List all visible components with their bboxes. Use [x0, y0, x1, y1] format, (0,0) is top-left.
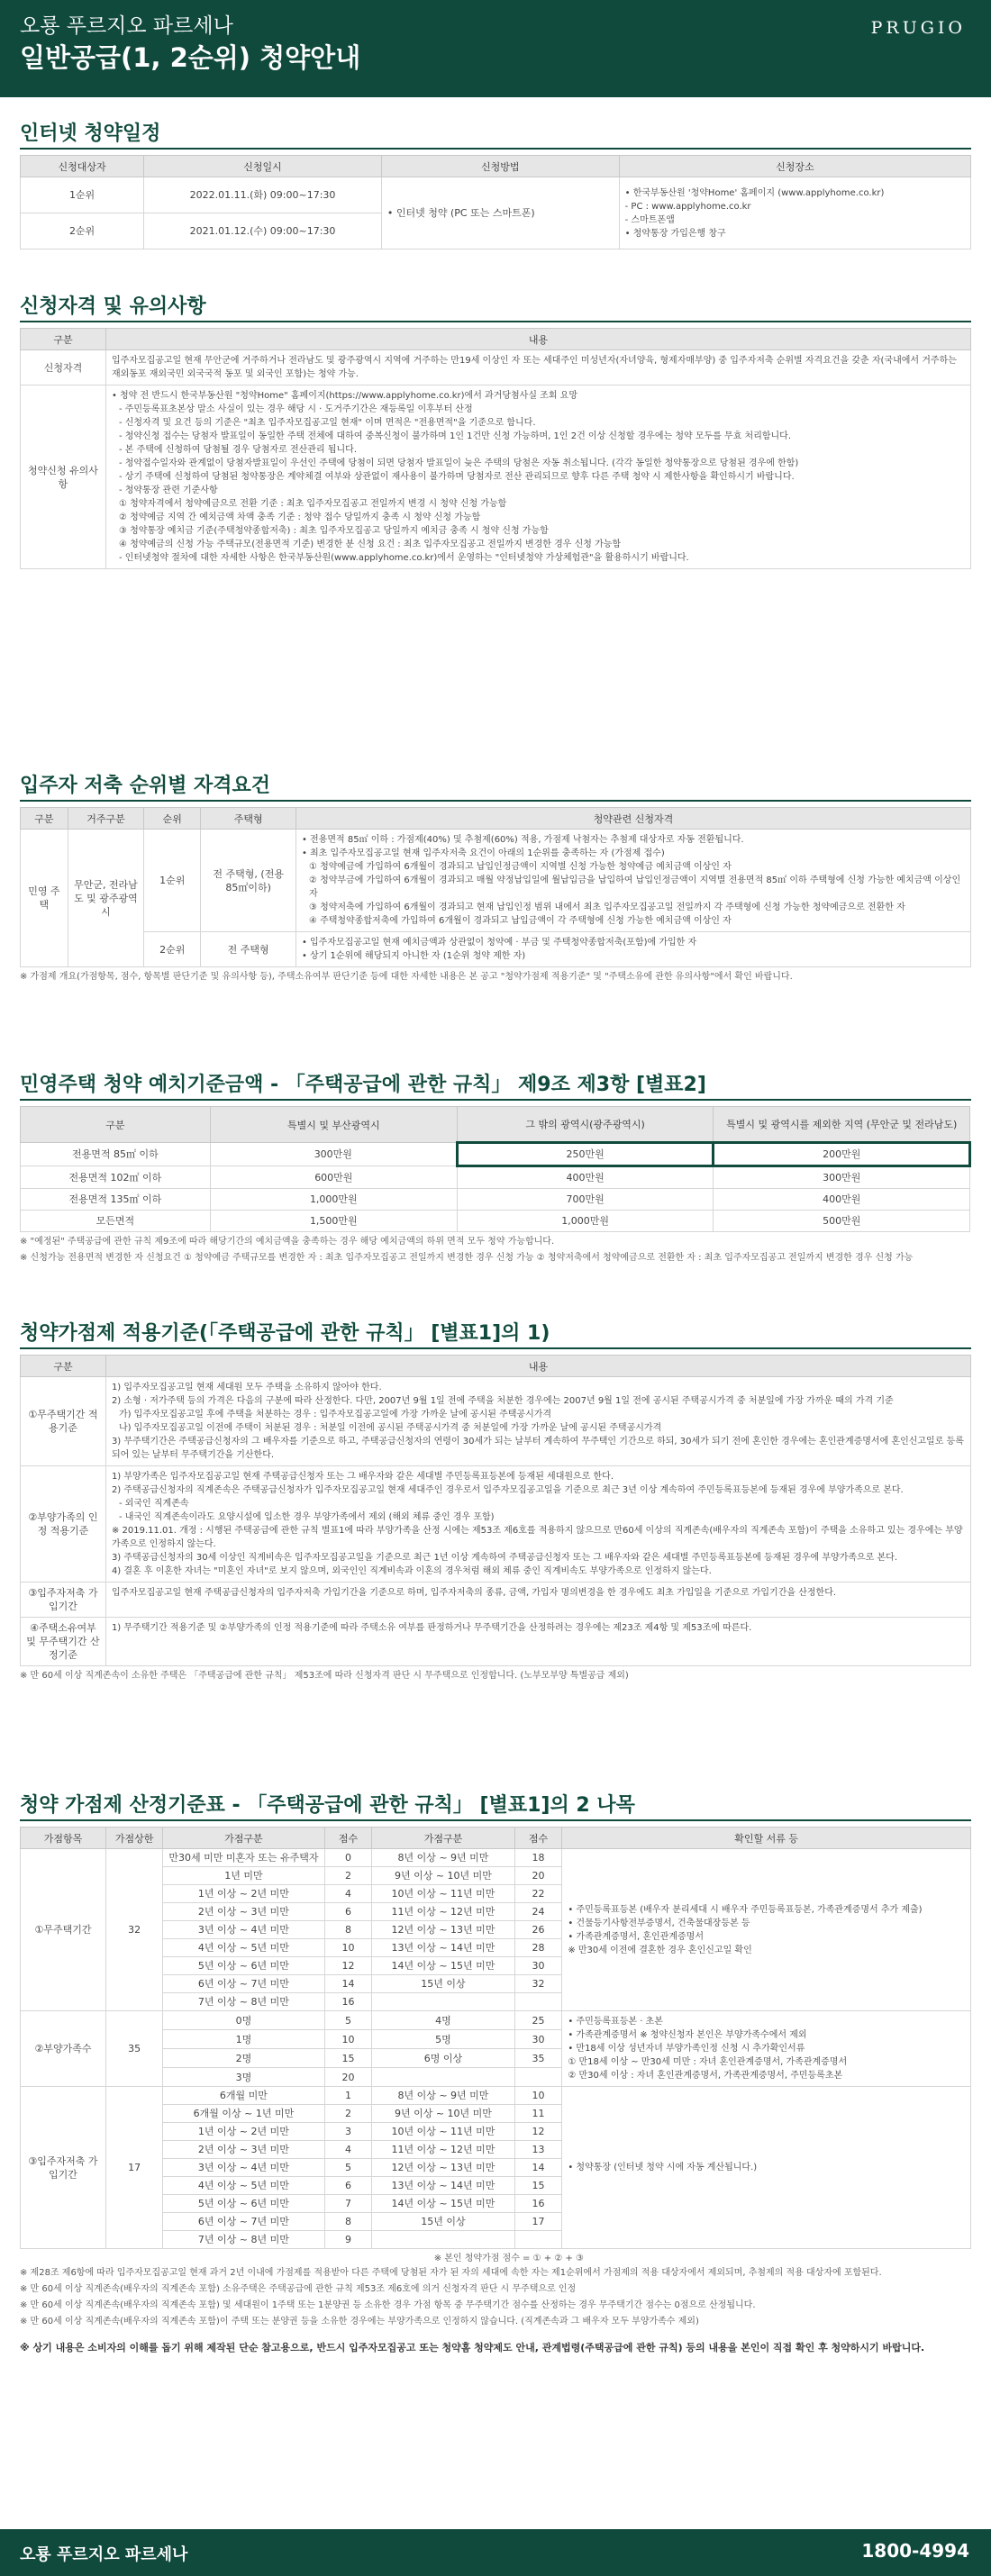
score-cell: 0: [324, 1849, 372, 1867]
schedule-table: [20, 155, 971, 249]
range-cell: 12년 이상 ~ 13년 미만: [372, 1921, 514, 1939]
score-cell: 2: [324, 2105, 372, 2123]
notice-line: - 본 주택에 신청하여 당첨될 경우 당첨자로 전산관리 됩니다.: [118, 445, 357, 455]
range-cell: 6명 이상: [372, 2049, 514, 2068]
score-cell: 12: [324, 1957, 372, 1975]
th-type: 주택형: [201, 808, 296, 830]
score-cell: 4: [324, 2141, 372, 2159]
th-rank: 순위: [144, 808, 201, 830]
range-cell: 2년 이상 ~ 3년 미만: [163, 1903, 324, 1921]
area-cell: 모든면적: [21, 1211, 211, 1232]
schedule-section: [0, 119, 991, 270]
range-cell: 15년 이상: [372, 2213, 514, 2231]
phone-number[interactable]: 1800-4994: [861, 2540, 969, 2562]
notice-line: - 청약통장 관련 기준사항: [118, 485, 218, 495]
range-cell: 1년 미만: [163, 1867, 324, 1885]
score-cell: 16: [514, 2195, 562, 2213]
criteria-line: 4) 결혼 후 이혼한 자녀는 "미혼인 자녀"로 보지 않으며, 외국인인 직계비속과 이혼의 경우처럼 해외 체류 중인 직계비속도 부양가족으로 인정하지 않는다.: [111, 1566, 712, 1576]
score-cell: 7: [324, 2195, 372, 2213]
score-cell: 4: [324, 1885, 372, 1903]
notice-line: - 청약접수일자와 관계없이 당첨자발표일이 우선인 주택에 당첨이 되면 당첨자 발표일이 늦은 주택의 당첨은 자동 취소됩니다. (각각 동일한 청약통장으로 당첨된 경우에 한함): [118, 458, 799, 468]
point-table: [20, 1827, 971, 2249]
criteria-line: - 외국인 직계존속: [118, 1499, 189, 1509]
footer-complex-name: 오룡 푸르지오 파르세나: [20, 2545, 188, 2564]
range-cell: 14년 이상 ~ 15년 미만: [372, 1957, 514, 1975]
point-note: ※ 만 60세 이상 직계존속(배우자의 직계존속 포함) 소유주택은 주택공급에 관한 규칙 제53조 제6호에 의거 신청자격 판단 시 무주택으로 인정: [20, 2284, 577, 2294]
range-cell: 2년 이상 ~ 3년 미만: [163, 2141, 324, 2159]
range-cell: 8년 이상 ~ 9년 미만: [372, 2087, 514, 2105]
req-line: • 상기 1순위에 해당되지 아니한 자 (1순위 청약 제한 자): [301, 951, 526, 961]
score-cell: 28: [514, 1939, 562, 1957]
th-residence: 거주구분: [68, 808, 143, 830]
req-line: ② 청약부금에 가입하여 6개월이 경과되고 매월 약정납입일에 월납입금을 납입하여 납입인정금액이 지역별 전용면적 85㎡ 이하 주택형에 신청 가능한 예치금액 이상인 자: [308, 875, 961, 899]
criteria-line: 2) 소형 · 저가주택 등의 가격은 다음의 구분에 따라 산정한다. 다만, 2007년 9월 1일 전에 주택을 처분한 경우에는 2007년 9월 1일 전에 공시된 주택공시가격 중 처분일에 가장 가까운 때의 가격 기준: [111, 1396, 894, 1406]
deposit-title: 민영주택 청약 예치기준금액 - 「주택공급에 관한 규칙」 제9조 제3항 [별표2]: [20, 1070, 971, 1101]
score-cell: 5: [324, 2011, 372, 2030]
range-cell: 만30세 미만 미혼자 또는 유주택자: [163, 1849, 324, 1867]
th-datetime: 신청일시: [144, 156, 382, 177]
amount-cell: 700만원: [457, 1189, 714, 1211]
savings-note: ※ 가점제 개요(가점항목, 점수, 항목별 판단기준 및 유의사항 등), 주택소유여부 판단기준 등에 대한 자세한 내용은 본 공고 "청약가점제 적용기준" 및 "주택소유에 관한 유의사항"에서 확인 바랍니다.: [20, 972, 793, 982]
document-line: • 주민등록표등본 · 초본: [568, 2017, 663, 2027]
point-note: ※ 만 60세 이상 직계존속(배우자의 직계존속 포함)이 주택 또는 분양권 등을 소유한 경우에는 부양가족으로 인정하지 않습니다. (직계존속과 그 배우자 모두 부양가족수 제외): [20, 2317, 699, 2327]
criteria-label: ④주택소유여부 및 무주택기간 산정기준: [21, 1618, 106, 1666]
criteria-line: 1) 입주자모집공고일 현재 세대원 모두 주택을 소유하지 않아야 한다.: [111, 1383, 382, 1392]
type-cell: 전 주택형, (전용 85㎡이하): [201, 830, 296, 932]
range-cell: 12년 이상 ~ 13년 미만: [372, 2159, 514, 2177]
datetime-cell: 2021.01.12.(수) 09:00~17:30: [144, 213, 382, 249]
th-score: 점수: [514, 1828, 562, 1849]
criteria-label: ③입주자저축 가입기간: [21, 1583, 106, 1618]
th-range: 가점구분: [163, 1828, 324, 1849]
item-label: ①무주택기간: [21, 1849, 106, 2011]
amount-cell: 400만원: [457, 1166, 714, 1189]
range-cell: 9년 이상 ~ 10년 미만: [372, 1867, 514, 1885]
rank-cell: 2순위: [144, 932, 201, 967]
row-label: 신청자격: [21, 350, 106, 385]
place-line: • 청약통장 가입은행 창구: [624, 228, 726, 239]
notice-line: • 청약 전 반드시 한국부동산원 "청약Home" 홈페이지(https://www.applyhome.co.kr)에서 과거당첨사실 조회 요망: [111, 391, 577, 401]
amount-cell: 600만원: [210, 1166, 457, 1189]
score-cell: 30: [514, 1957, 562, 1975]
max-score: 32: [105, 1849, 162, 2011]
range-cell: 0명: [163, 2011, 324, 2030]
score-cell: 14: [324, 1975, 372, 1993]
score-cell: 16: [324, 1993, 372, 2011]
score-cell: 5: [324, 2159, 372, 2177]
amount-cell: 300만원: [714, 1166, 970, 1189]
criteria-line: 1) 부양가족은 입주자모집공고일 현재 주택공급신청자 또는 그 배우자와 같은 세대별 주민등록표등본에 등재된 세대원으로 한다.: [111, 1472, 614, 1482]
score-cell: 15: [324, 2049, 372, 2068]
score-cell: 2: [324, 1867, 372, 1885]
amount-cell-highlight: 200만원: [714, 1143, 970, 1166]
range-cell: 5명: [372, 2030, 514, 2049]
range-cell: 15년 이상: [372, 1975, 514, 1993]
score-cell: 14: [514, 2159, 562, 2177]
range-cell: 6년 이상 ~ 7년 미만: [163, 2213, 324, 2231]
deposit-note: ※ "예정된" 주택공급에 관한 규칙 제9조에 따라 해당기간의 예치금액을 충족하는 경우 해당 예치금액의 하위 면적 모두 청약 가능합니다.: [20, 1237, 555, 1247]
amount-cell: 1,000만원: [210, 1189, 457, 1211]
deposit-note: ※ 신청가능 전용면적 변경한 자 신청요건 ① 청약예금 주택규모를 변경한 자 : 최초 입주자모집공고 전일까지 변경한 경우 신청 가능 ② 청약저축에서 청약예금으로 전환한 자 : 최초 입주자모집공고 전일까지 변경한 경우 신청 가능: [20, 1253, 914, 1263]
score-cell: 9: [324, 2231, 372, 2249]
area-cell: 전용면적 102㎡ 이하: [21, 1166, 211, 1189]
amount-cell: 1,000만원: [457, 1211, 714, 1232]
score-cell: [514, 2068, 562, 2087]
th-applicant: 신청대상자: [21, 156, 144, 177]
score-cell: 24: [514, 1903, 562, 1921]
document-line: ※ 만30세 이전에 결혼한 경우 혼인신고일 확인: [568, 1945, 752, 1955]
point-table-section: [0, 1791, 991, 2332]
criteria-line: 가) 입주자모집공고일 후에 주택을 처분하는 경우 : 입주자모집공고일에 가장 가까운 날에 공시된 주택공시가격: [118, 1410, 552, 1420]
score-cell: 17: [514, 2213, 562, 2231]
score-cell: 22: [514, 1885, 562, 1903]
range-cell: 5년 이상 ~ 6년 미만: [163, 2195, 324, 2213]
total-formula: ※ 본인 청약가점 점수 = ① + ② + ③: [433, 2254, 584, 2263]
req-line: ④ 주택청약종합저축에 가입하여 6개월이 경과되고 납입금액이 각 주택형에 신청 가능한 예치금액 이상인 자: [308, 916, 732, 926]
th-requirements: 청약관련 신청자격: [295, 808, 970, 830]
notice-line: ④ 청약예금의 신청 가능 주택규모(전용면적 기준) 변경한 분 신청 요건 : 최초 입주자모집공고 전일까지 변경한 경우 신청 가능함: [118, 540, 622, 549]
place-line: - PC : www.applyhome.co.kr: [624, 201, 751, 212]
score-cell: [514, 2231, 562, 2249]
document-line: • 만18세 이상 성년자녀 부양가족인정 신청 시 추가확인서류: [568, 2044, 805, 2054]
requirements-list: [295, 830, 970, 932]
documents-cell: [562, 2011, 971, 2087]
page-title: 일반공급(1, 2순위) 청약안내: [20, 42, 361, 73]
amount-cell: 300만원: [210, 1143, 457, 1166]
criteria-text: [105, 1618, 970, 1666]
requirements-list: [295, 932, 970, 967]
range-cell: 11년 이상 ~ 12년 미만: [372, 1903, 514, 1921]
th-documents: 확인할 서류 등: [562, 1828, 971, 1849]
th-content: 내용: [105, 329, 970, 350]
score-cell: 8: [324, 2213, 372, 2231]
notice-line: - 상기 주택에 신청하여 당첨된 청약통장은 계약체결 여부와 상관없이 재사용이 불가하며 당첨자로 전산 관리되므로 향후 다른 주택 청약 시 제한사항을 확인하시기 바랍니다.: [118, 472, 795, 482]
score-cell: 6: [324, 2177, 372, 2195]
qualification-section: [0, 292, 991, 749]
score-cell: 26: [514, 1921, 562, 1939]
point-criteria-table: [20, 1355, 971, 1666]
score-cell: 10: [324, 1939, 372, 1957]
area-cell: 전용면적 135㎡ 이하: [21, 1189, 211, 1211]
notice-list: [105, 385, 970, 569]
score-cell: 1: [324, 2087, 372, 2105]
range-cell: 3년 이상 ~ 4년 미만: [163, 1921, 324, 1939]
criteria-line: 3) 무주택기간은 주택공급신청자의 그 배우자를 기준으로 하고, 주택공급신청자의 연령이 30세가 되는 날부터 계속하여 무주택인 기간으로 하되, 30세가 되기 전에 혼인한 경우에는 혼인관계증명서에 혼인신고일로 등록되어 있는 날부터 무주택기간을 기산한다.: [111, 1437, 964, 1460]
range-cell: [372, 1993, 514, 2011]
document-line: • 가족관계증명서, 혼인관계증명서: [568, 1931, 705, 1942]
notice-line: - 주민등록표초본상 말소 사실이 있는 경우 해당 시 · 도거주기간은 재등록일 이후부터 산정: [118, 404, 473, 414]
place-line: - 스마트폰앱: [624, 214, 675, 225]
rank-cell: 1순위: [21, 177, 144, 213]
range-cell: 5년 이상 ~ 6년 미만: [163, 1957, 324, 1975]
th-method: 신청방법: [381, 156, 619, 177]
range-cell: 9년 이상 ~ 10년 미만: [372, 2105, 514, 2123]
criteria-line: ※ 2019.11.01. 개정 : 시행된 주택공급에 관한 규칙 별표1에 따라 부양가족을 산정 시에는 제53조 제6호를 적용하지 않으므로 만60세 이상의 직계존속(배우자의 직계존속 포함)이 주택을 소유하고 있는 경우에는 부양가족으로 인정하지 않는다.: [111, 1526, 963, 1549]
th-category: 구분: [21, 1356, 106, 1377]
score-cell: [514, 1993, 562, 2011]
criteria-line: - 내국인 직계존속이라도 요양시설에 입소한 경우 부양가족에서 제외 (해외 체류 중인 경우 포함): [118, 1512, 495, 1522]
point-row: [21, 2011, 971, 2030]
rank-cell: 1순위: [144, 830, 201, 932]
max-score: 17: [105, 2087, 162, 2249]
range-cell: 10년 이상 ~ 11년 미만: [372, 2123, 514, 2141]
rank-cell: 2순위: [21, 213, 144, 249]
th-other: 특별시 및 광역시를 제외한 지역 (무안군 및 전라남도): [714, 1107, 970, 1143]
notice-line: - 신청자격 및 요건 등의 기준은 "최초 입주자모집공고일 현재" 이며 면적은 "전용면적"을 기준으로 함니다.: [118, 418, 536, 428]
score-cell: 35: [514, 2049, 562, 2068]
th-metro: 그 밖의 광역시(광주광역시): [457, 1107, 714, 1143]
point-note: ※ 만 60세 이상 직계존속(배우자의 직계존속 포함) 및 세대원이 1주택 또는 1분양권 등 소유한 경우 가점 항목 중 무주택기간 점수를 산정하는 경우 무주택기간 점수는 0점으로 산정됩니다.: [20, 2300, 756, 2310]
req-line: • 최초 입주자모집공고일 현재 입주자저축 요건이 아래의 1순위를 충족하는 자 (가점제 접수): [301, 848, 665, 858]
score-cell: 15: [514, 2177, 562, 2195]
score-cell: 20: [514, 1867, 562, 1885]
criteria-line: 나) 입주자모집공고일 이전에 주택이 처분된 경우 : 처분일 이전에 공시된 주택공시가격 중 처분일에 가장 가까운 날에 공시된 주택공시가격: [118, 1423, 662, 1433]
req-line: ③ 청약저축에 가입하여 6개월이 경과되고 현재 납입인정 범위 내에서 최초 입주자모집공고일 전일까지 각 주택형에 신청 가능한 청약예금으로 전환한 자: [308, 903, 905, 912]
qualification-text: 입주자모집공고일 현재 무안군에 거주하거나 전라남도 및 광주광역시 지역에 거주하는 만19세 이상인 자 또는 세대주인 미성년자(자녀양육, 형제자매부양) 중 입주자저축 순위별 자격요건을 갖춘 자(국내에서 거주하는 재외동포 재외국민 외국국적 동포 및 외국인 포함)는 청약 가능.: [105, 350, 970, 385]
item-label: ②부양가족수: [21, 2011, 106, 2087]
point-row: [21, 1849, 971, 1867]
max-score: 35: [105, 2011, 162, 2087]
residence-cell: 무안군, 전라남도 및 광주광역시: [68, 830, 143, 967]
point-note: ※ 제28조 제6항에 따라 입주자모집공고일 현재 과거 2년 이내에 가점제를 적용받아 다른 주택에 당첨된 자가 된 자의 세대에 속한 자는 제1순위에서 가점제의 적용 대상자에서 제외되며, 추첨제의 적용 대상자에 포함된다.: [20, 2268, 882, 2278]
point-row: [21, 2087, 971, 2105]
th-range: 가점구분: [372, 1828, 514, 1849]
range-cell: 6개월 미만: [163, 2087, 324, 2105]
documents-cell: [562, 1849, 971, 2011]
range-cell: 3명: [163, 2068, 324, 2087]
notice-line: ③ 청약통장 예치금 기준(주택청약종합저축) : 최초 입주자모집공고 당일까지 예치금 충족 시 청약 신청 가능함: [118, 526, 549, 536]
range-cell: 1명: [163, 2030, 324, 2049]
range-cell: 4년 이상 ~ 5년 미만: [163, 2177, 324, 2195]
range-cell: 14년 이상 ~ 15년 미만: [372, 2195, 514, 2213]
document-line: • 주민등록표등본 (배우자 분리세대 시 배우자 주민등록표등본, 가족관계증명서 추가 제출): [568, 1904, 923, 1915]
point-criteria-title: 청약가점제 적용기준(「주택공급에 관한 규칙」 [별표1]의 1): [20, 1319, 971, 1349]
brand-logo: PRUGIO: [870, 18, 966, 38]
savings-rank-title: 입주자 저축 순위별 자격요건: [20, 771, 971, 802]
row-label: 청약신청 유의사항: [21, 385, 106, 569]
score-cell: 6: [324, 1903, 372, 1921]
documents-cell: [562, 2087, 971, 2249]
th-score: 점수: [324, 1828, 372, 1849]
document-line: ② 만30세 이상 : 자녀 혼인관계증명서, 가족관계증명서, 주민등록초본: [568, 2071, 843, 2081]
range-cell: 13년 이상 ~ 14년 미만: [372, 1939, 514, 1957]
score-cell: 30: [514, 2030, 562, 2049]
private-housing-cell: 민영 주택: [21, 830, 68, 967]
score-cell: 10: [514, 2087, 562, 2105]
range-cell: 7년 이상 ~ 8년 미만: [163, 2231, 324, 2249]
range-cell: 13년 이상 ~ 14년 미만: [372, 2177, 514, 2195]
range-cell: 11년 이상 ~ 12년 미만: [372, 2141, 514, 2159]
criteria-note: ※ 만 60세 이상 직계존속이 소유한 주택은 「주택공급에 관한 규칙」 제53조에 따라 신청자격 판단 시 무주택으로 인정합니다. (노부모부양 특별공급 제외): [20, 1671, 629, 1681]
method-cell: • 인터넷 청약 (PC 또는 스마트폰): [381, 177, 619, 249]
range-cell: 4명: [372, 2011, 514, 2030]
amount-cell: 500만원: [714, 1211, 970, 1232]
criteria-text: [105, 1466, 970, 1583]
th-category: 구분: [21, 808, 68, 830]
score-cell: 12: [514, 2123, 562, 2141]
range-cell: 6년 이상 ~ 7년 미만: [163, 1975, 324, 1993]
document-line: ① 만18세 이상 ~ 만30세 미만 : 자녀 혼인관계증명서, 가족관계증명서: [568, 2057, 848, 2067]
criteria-label: ②부양가족의 인정 적용기준: [21, 1466, 106, 1583]
th-content: 내용: [105, 1356, 970, 1377]
page-header: [0, 0, 991, 97]
point-criteria-section: [0, 1319, 991, 1769]
savings-rank-table: [20, 807, 971, 967]
criteria-line: 3) 주택공급신청자의 30세 이상인 직계비속은 입주자모집공고일을 기준으로 최근 1년 이상 계속하여 주택공급신청자 또는 그 배우자와 같은 세대별 주민등록표등본에 등재된 경우에 부양가족으로 본다.: [111, 1553, 898, 1563]
criteria-line: 2) 주택공급신청자의 직계존속은 주택공급신청자가 입주자모집공고일 현재 세대주인 경우로서 입주자모집공고일을 기준으로 최근 3년 이상 계속하여 주민등록표등본에 등재된 경우에 부양가족으로 본다.: [111, 1485, 904, 1495]
req-line: • 입주자모집공고일 현재 예치금액과 상관없이 청약예 · 부금 및 주택청약종합저축(포함)에 가입한 자: [301, 938, 697, 948]
req-line: ① 청약예금에 가입하여 6개월이 경과되고 납입인정금액이 지역별 신청 가능한 청약예금 예치금액 이상인 자: [308, 862, 732, 872]
amount-cell: 400만원: [714, 1189, 970, 1211]
req-line: • 전용면적 85㎡ 이하 : 가점제(40%) 및 추첨제(60%) 적용, 가점제 낙첨자는 추첨제 대상자로 자동 전환됩니다.: [301, 835, 744, 845]
range-cell: 10년 이상 ~ 11년 미만: [372, 1885, 514, 1903]
notice-line: ② 청약예금 지역 간 예치금액 차액 충족 기준 : 청약 접수 당일까지 충족 시 청약 신청 가능함: [118, 512, 481, 522]
notice-line: ① 청약자격에서 청약예금으로 전환 기준 : 최초 입주자모집공고 전일까지 변경 시 청약 신청 가능함: [118, 499, 507, 509]
amount-cell-highlight: 250만원: [457, 1143, 714, 1166]
criteria-label: ①무주택기간 적용기준: [21, 1377, 106, 1466]
th-category: 구분: [21, 329, 106, 350]
score-cell: 10: [324, 2030, 372, 2049]
place-cell: [619, 177, 970, 249]
score-cell: 13: [514, 2141, 562, 2159]
document-line: • 청약통장 (인터넷 청약 시에 자동 계산됩니다.): [568, 2163, 758, 2172]
score-cell: 18: [514, 1849, 562, 1867]
page-footer: [0, 2529, 991, 2576]
item-label: ③입주자저축 가입기간: [21, 2087, 106, 2249]
criteria-line: 1) 무주택기간 적용기준 및 ②부양가족의 인정 적용기준에 따라 주택소유 여부를 판정하거나 무주택기간을 산정하려는 경우에는 제23조 제4항 및 제53조에 따른다.: [111, 1623, 752, 1633]
range-cell: 1년 이상 ~ 2년 미만: [163, 2123, 324, 2141]
qualification-table: [20, 328, 971, 569]
document-line: • 건물등기사항전부증명서, 건축물대장등본 등: [568, 1918, 750, 1928]
disclaimer: ※ 상기 내용은 소비자의 이해를 돕기 위해 제작된 단순 참고용으로, 반드시 입주자모집공고 또는 청약홈 청약제도 안내, 관계법령(주택공급에 관한 규칙) 등의 내용을 본인이 직접 확인 후 청약하시기 바랍니다.: [20, 2342, 925, 2354]
range-cell: 6개월 이상 ~ 1년 미만: [163, 2105, 324, 2123]
th-item: 가점항목: [21, 1828, 106, 1849]
range-cell: 3년 이상 ~ 4년 미만: [163, 2159, 324, 2177]
range-cell: [372, 2231, 514, 2249]
savings-rank-section: [0, 771, 991, 1048]
point-table-title: 청약 가점제 산정기준표 - 「주택공급에 관한 규칙」 [별표1]의 2 나목: [20, 1791, 971, 1821]
th-area: 구분: [21, 1107, 211, 1143]
notice-line: - 인터넷청약 절차에 대한 자세한 사항은 한국부동산원(www.applyhome.co.kr)에서 운영하는 "인터넷청약 가상체험관"을 활용하시기 바랍니다.: [118, 553, 689, 563]
range-cell: 1년 이상 ~ 2년 미만: [163, 1885, 324, 1903]
datetime-cell: 2022.01.11.(화) 09:00~17:30: [144, 177, 382, 213]
area-cell: 전용면적 85㎡ 이하: [21, 1143, 211, 1166]
range-cell: 7년 이상 ~ 8년 미만: [163, 1993, 324, 2011]
criteria-text: [105, 1377, 970, 1466]
document-line: • 가족관계증명서 ※ 청약신청자 본인은 부양가족수에서 제외: [568, 2030, 807, 2040]
range-cell: 4년 이상 ~ 5년 미만: [163, 1939, 324, 1957]
range-cell: [372, 2068, 514, 2087]
score-cell: 11: [514, 2105, 562, 2123]
qualification-title: 신청자격 및 유의사항: [20, 292, 971, 322]
criteria-line: 입주자모집공고일 현재 주택공급신청자의 입주자저축 가입기간을 기준으로 하며, 입주자저축의 종류, 금액, 가입자 명의변경을 한 경우에도 최초 가입일을 기준으로 가입기간을 산정한다.: [111, 1588, 837, 1598]
type-cell: 전 주택형: [201, 932, 296, 967]
range-cell: 2명: [163, 2049, 324, 2068]
score-cell: 32: [514, 1975, 562, 1993]
th-place: 신청장소: [619, 156, 970, 177]
score-cell: 25: [514, 2011, 562, 2030]
score-cell: 20: [324, 2068, 372, 2087]
place-line: • 한국부동산원 '청약Home' 홈페이지 (www.applyhome.co.kr): [624, 187, 885, 198]
deposit-section: [0, 1070, 991, 1297]
th-seoul-busan: 특별시 및 부산광역시: [210, 1107, 457, 1143]
th-max: 가점상한: [105, 1828, 162, 1849]
complex-name: 오룡 푸르지오 파르세나: [20, 14, 233, 38]
notice-line: - 청약신청 접수는 당첨자 발표일이 동일한 주택 전체에 대하여 중복신청이 불가하며 1인 1건만 신청 가능하며, 1인 2건 이상 신청할 경우에는 청약 모두를 무효 처리함니다.: [118, 431, 792, 441]
criteria-text: [105, 1583, 970, 1618]
schedule-title: 인터넷 청약일정: [20, 119, 971, 150]
amount-cell: 1,500만원: [210, 1211, 457, 1232]
score-cell: 3: [324, 2123, 372, 2141]
deposit-table: [20, 1106, 971, 1232]
score-cell: 8: [324, 1921, 372, 1939]
range-cell: 8년 이상 ~ 9년 미만: [372, 1849, 514, 1867]
